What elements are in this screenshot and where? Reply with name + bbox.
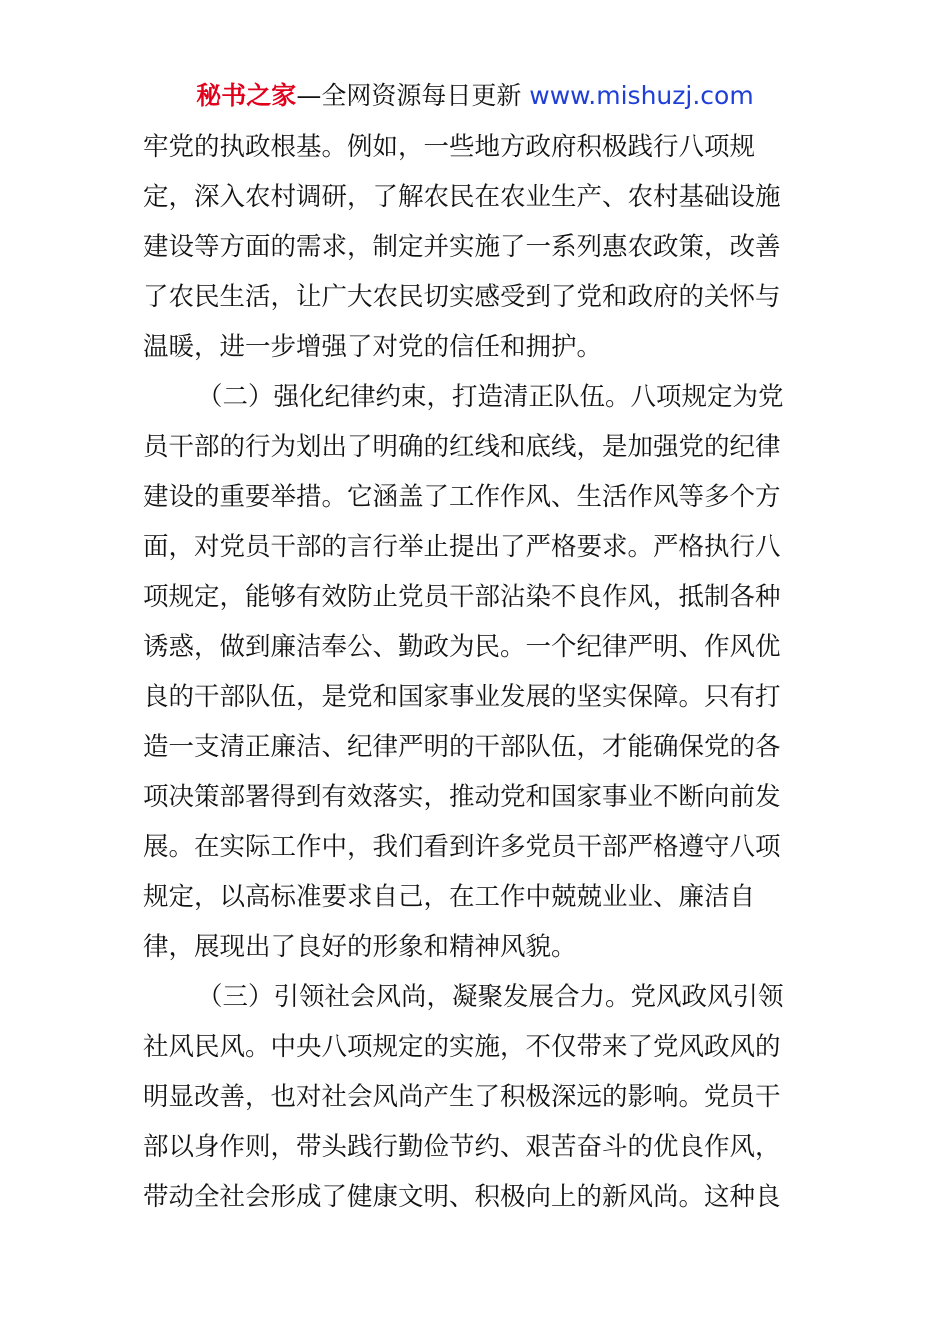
text-line: 项规定，能够有效防止党员干部沾染不良作风，抵制各种 bbox=[143, 582, 781, 612]
text-line: 良的干部队伍，是党和国家事业发展的坚实保障。只有打 bbox=[143, 682, 781, 712]
site-brand: 秘书之家 bbox=[196, 81, 297, 110]
text-line: 律，展现出了良好的形象和精神风貌。 bbox=[143, 932, 577, 962]
text-line: 面，对党员干部的言行举止提出了严格要求。严格执行八 bbox=[143, 532, 781, 562]
site-header bbox=[0, 78, 950, 114]
section-two-heading-line: （二）强化纪律约束，打造清正队伍。八项规定为党 bbox=[197, 382, 784, 412]
text-line: 温暖，进一步增强了对党的信任和拥护。 bbox=[143, 332, 603, 362]
section-three-heading-line: （三）引领社会风尚，凝聚发展合力。党风政风引领 bbox=[197, 982, 784, 1012]
text-line: 诱惑，做到廉洁奉公、勤政为民。一个纪律严明、作风优 bbox=[143, 632, 781, 662]
text-line: 项决策部署得到有效落实，推动党和国家事业不断向前发 bbox=[143, 782, 781, 812]
text-line: 造一支清正廉洁、纪律严明的干部队伍，才能确保党的各 bbox=[143, 732, 781, 762]
text-line: 建设等方面的需求，制定并实施了一系列惠农政策，改善 bbox=[143, 232, 781, 262]
document-body bbox=[143, 122, 813, 1222]
text-line: 牢党的执政根基。例如，一些地方政府积极践行八项规 bbox=[143, 132, 756, 162]
site-url-link[interactable]: www.mishuzj.com bbox=[529, 81, 754, 110]
text-line: 规定，以高标准要求自己，在工作中兢兢业业、廉洁自 bbox=[143, 882, 756, 912]
text-line: 带动全社会形成了健康文明、积极向上的新风尚。这种良 bbox=[143, 1182, 781, 1212]
text-line: 展。在实际工作中，我们看到许多党员干部严格遵守八项 bbox=[143, 832, 781, 862]
site-tagline: —全网资源每日更新 bbox=[296, 81, 530, 110]
text-line: 社风民风。中央八项规定的实施，不仅带来了党风政风的 bbox=[143, 1032, 781, 1062]
text-line: 定，深入农村调研，了解农民在农业生产、农村基础设施 bbox=[143, 182, 781, 212]
text-line: 员干部的行为划出了明确的红线和底线，是加强党的纪律 bbox=[143, 432, 781, 462]
text-line: 部以身作则，带头践行勤俭节约、艰苦奋斗的优良作风， bbox=[143, 1132, 781, 1162]
text-line: 了农民生活，让广大农民切实感受到了党和政府的关怀与 bbox=[143, 282, 781, 312]
text-line: 建设的重要举措。它涵盖了工作作风、生活作风等多个方 bbox=[143, 482, 781, 512]
text-line: 明显改善，也对社会风尚产生了积极深远的影响。党员干 bbox=[143, 1082, 781, 1112]
